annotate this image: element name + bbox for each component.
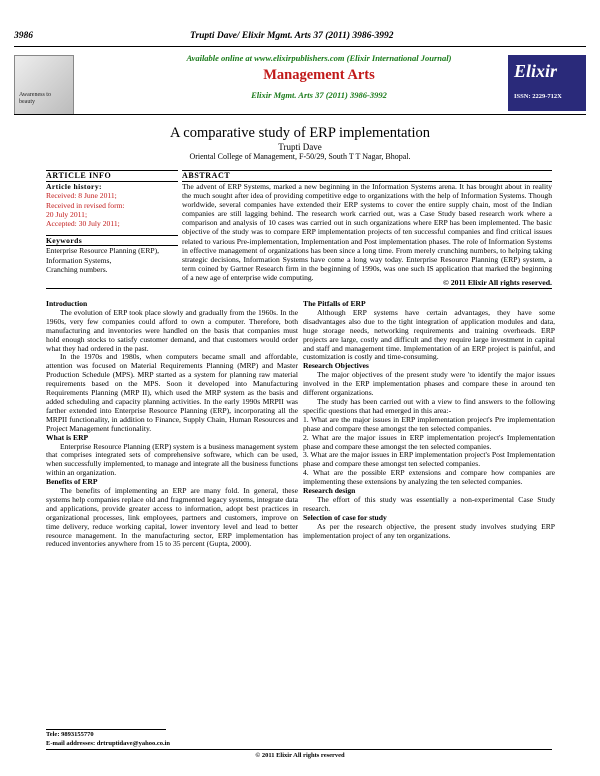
question-item: 4. What are the possible ERP extensions and compare how companies are implementing these extensions by analyzing the ten selected companies. <box>303 468 555 487</box>
abstract-label: ABSTRACT <box>182 171 231 180</box>
revised-date: 20 July 2011; <box>46 209 88 219</box>
issn-number: ISSN: 2229-712X <box>514 93 562 100</box>
section-heading: The Pitfalls of ERP <box>303 299 366 308</box>
paper-title: A comparative study of ERP implementation <box>169 125 431 141</box>
keyword-item: Information Systems, <box>46 255 112 265</box>
keywords-label: Keywords <box>46 236 83 246</box>
running-header <box>14 31 586 45</box>
body-left-column <box>46 300 298 549</box>
running-citation: Trupti Dave/ Elixir Mgmt. Arts 37 (2011) 3986-3992 <box>190 31 394 41</box>
author-name: Trupti Dave <box>278 142 322 152</box>
abstract-text: The advent of ERP Systems, marked a new beginning in the Information Systems arena. It has brought about in reality the much sought after idea of providing competitive edge to organizations with the help of Information Systems. Though worldwide, several companies have extended their ERP systems to cover the entire supply chain, most of the Indian companies are still lagging behind. The research work carried out, was a Case Study based research work where a comparison and analysis of 10 cases was carried out in such organizations where ERP has been implemented. The basic objective of the study was to compare ERP implementation projects of ten successful companies and find critical issues related to various Pre-implementation, Implementation and Post implementation phases. The role of Information Systems in effective management of organizations has been since a long time. From merely crunching numbers, to helping taking strategic decisions, Information Systems have come a long way today. Enterprise Resource Planning (ERP) system, a term coined by Gartner Research firm in the beginning of 1990s, was one such IS application that marked the beginning of a new age of enterprise wide computing. <box>182 182 552 282</box>
publisher-logo <box>14 55 74 115</box>
keyword-item: Cranching numbers. <box>46 264 108 274</box>
abstract-copyright: © 2011 Elixir All rights reserved. <box>442 278 552 287</box>
section-heading: What is ERP <box>46 432 89 442</box>
section-heading: Research Objectives <box>303 361 369 371</box>
section-heading: Introduction <box>46 299 88 308</box>
question-item: 3. What are the major issues in ERP implementation project's Post Implementation phase and compare these amongst ten selected companies. <box>303 450 555 469</box>
article-history-label: Article history: <box>46 182 102 192</box>
footnote-tele: Tele: 9893155770 <box>46 731 94 738</box>
footnote-rule <box>46 729 166 730</box>
article-info <box>46 171 178 274</box>
elixir-logo <box>508 55 586 111</box>
abstract-top-rule <box>182 170 552 171</box>
revised-label: Received in revised form: <box>46 200 125 210</box>
journal-citation: Elixir Mgmt. Arts 37 (2011) 3986-3992 <box>251 90 387 100</box>
section-heading: Research design <box>303 486 356 496</box>
section-heading: Selection of case for study <box>303 512 387 522</box>
journal-banner <box>14 52 586 112</box>
article-info-label: ARTICLE INFO <box>46 171 112 180</box>
paragraph: The benefits of implementing an ERP are many fold. In general, these systems help companies replace old and fragmented legacy systems, integrate data and applications, provide greater access to information, adopt best practices in organizational processes, link employees, partners and customers, improve on time delivery, reduce working capital, lower inventory level and lead to better resource management. In the manufacturing sector, ERP implementation has reduced inventories anywhere from 15 to 35 percent (Gupta, 2000). <box>46 486 298 549</box>
footer-rule <box>46 749 552 750</box>
online-availability[interactable]: Available online at www.elixirpublishers.com (Elixir International Journal) <box>186 53 452 63</box>
keyword-item: Enterprise Resource Planning (ERP), <box>46 246 160 256</box>
question-item: 2. What are the major issues in ERP implementation project's Implementation phase and compare these amongst the ten selected companies. <box>303 432 555 451</box>
journal-name: Management Arts <box>263 67 375 83</box>
footer-copyright: © 2011 Elixir All rights reserved <box>255 752 345 759</box>
logo-tagline-1: Awareness to <box>19 92 51 98</box>
author-affiliation: Oriental College of Management, F-50/29, South T T Nagar, Bhopal. <box>189 152 411 161</box>
paragraph: Although ERP systems have certain advantages, they have some disadvantages also due to the tight integration of application modules and data, huge storage needs, networking requirements and training overheads. ERP projects are large, costly and difficult and they require large investment in capital and staff and management time. Implementation of an ERP project is painful, and customization is costly and time-consuming. <box>303 307 555 362</box>
paragraph: Enterprise Resource Planning (ERP) system is a business management system that comprises integrated sets of comprehensive software, which can be used, when successfully implemented, to manage and integrate all the business functions within an organization. <box>46 441 299 478</box>
paragraph: In the 1970s and 1980s, when computers became small and affordable, attention was focused on Material Requirements Planning (MRP) and Master Production Schedule (MPS). MRP started as a system for planning raw material requirements based on the MPS. Soon it developed into Manufacturing Requirements Planning (MRP II), which used the MRP system as the basis and added scheduling and capacity planning activities. In the early 1990s MRPII was farther extended into Enterprise Resource Planning (ERP), incorporating all the MRPII functionality, in addition to Finance, Supply Chain, Human Resources and Project Management functionality. <box>46 352 298 433</box>
section-heading: Benefits of ERP <box>46 477 98 487</box>
page-number: 3986 <box>14 31 33 41</box>
header-rule <box>14 46 586 47</box>
paragraph: As per the research objective, the present study involves studying ERP implementation project of any ten organizations. <box>303 521 555 540</box>
received-date: Received: 8 June 2011; <box>46 191 117 201</box>
paragraph: The effort of this study was essentially a non-experimental Case Study research. <box>303 494 555 513</box>
abstract-bottom-rule <box>46 288 552 289</box>
elixir-brand: Elixir <box>514 61 558 81</box>
paragraph: The major objectives of the present study were 'to identify the major issues involved in the ERP implementation phases and compare these in around ten different organizations. <box>303 370 555 398</box>
question-item: 1. What are the major issues in ERP implementation project's Pre implementation phase and compare these amongst the ten selected companies. <box>303 414 555 433</box>
paragraph: The study has been carried out with a view to find answers to the following specific questions that had emerged in this area:- <box>303 396 555 415</box>
banner-rule <box>14 114 586 115</box>
accepted-date: Accepted: 30 July 2011; <box>46 219 120 229</box>
footnote-email[interactable]: E-mail addresses: drtruptidave@yahoo.co.in <box>46 740 171 747</box>
logo-tagline-2: beauty <box>19 99 35 105</box>
paragraph: The evolution of ERP took place slowly and gradually from the 1960s. In the 1960s, very few companies could afford to own a computer. Therefore, both manufacturing and inventories were handled on the basis that companies must hold enough stocks to satisfy customer demand, and that customers would order what they had ordered in the past. <box>46 307 298 353</box>
body-right-column <box>303 300 555 540</box>
